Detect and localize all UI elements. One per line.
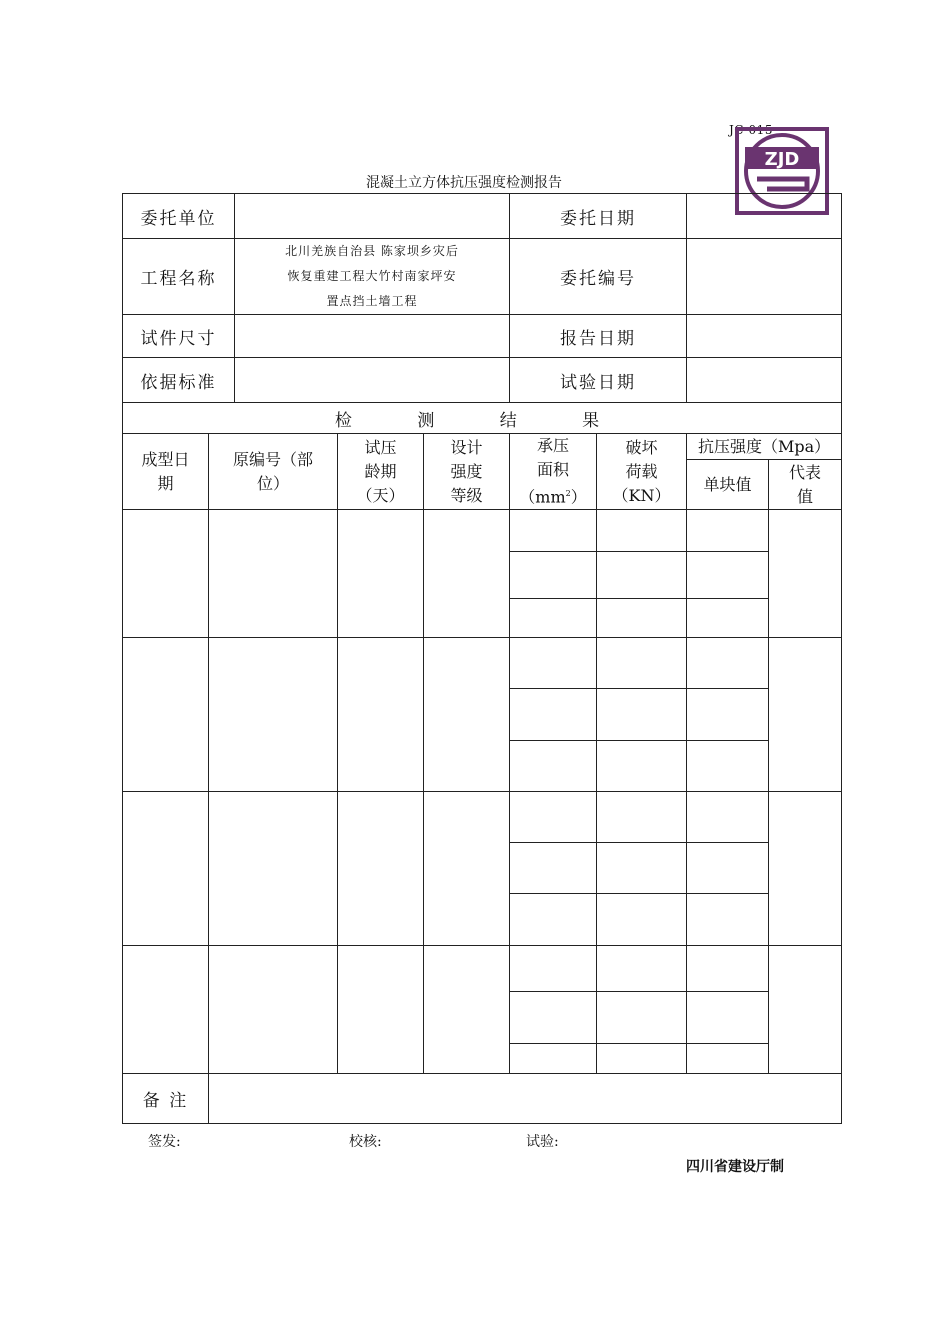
cell-single-value[interactable] <box>687 689 769 741</box>
cell-representative-value[interactable] <box>769 638 842 792</box>
test-date-value[interactable] <box>687 358 842 403</box>
cell-representative-value[interactable] <box>769 510 842 638</box>
header-molding-date: 成型日 期 <box>123 434 209 510</box>
remarks-label: 备 注 <box>123 1074 209 1124</box>
commission-date-value[interactable] <box>687 194 842 239</box>
cell-bearing-area[interactable] <box>510 946 597 992</box>
issuer-name: 四川省建设厅制 <box>686 1159 784 1175</box>
row-standard <box>123 358 842 403</box>
report-table <box>122 193 842 1124</box>
cell-failure-load[interactable] <box>597 894 687 946</box>
cell-single-value[interactable] <box>687 638 769 689</box>
cell-original-number[interactable] <box>209 792 338 946</box>
row-remarks <box>123 1074 842 1124</box>
cell-failure-load[interactable] <box>597 843 687 894</box>
cell-design-grade[interactable] <box>424 510 510 638</box>
cell-design-grade[interactable] <box>424 792 510 946</box>
cell-test-age[interactable] <box>338 792 424 946</box>
cell-bearing-area[interactable] <box>510 992 597 1044</box>
row-project <box>123 239 842 315</box>
project-value[interactable] <box>235 239 510 315</box>
row-section-title <box>123 403 842 434</box>
cell-original-number[interactable] <box>209 638 338 792</box>
cell-failure-load[interactable] <box>597 599 687 638</box>
cell-design-grade[interactable] <box>424 946 510 1074</box>
remarks-value[interactable] <box>209 1074 842 1124</box>
cell-failure-load[interactable] <box>597 552 687 599</box>
cell-bearing-area[interactable] <box>510 792 597 843</box>
cell-failure-load[interactable] <box>597 689 687 741</box>
cell-bearing-area[interactable] <box>510 689 597 741</box>
cell-bearing-area[interactable] <box>510 510 597 552</box>
report-date-value[interactable] <box>687 315 842 358</box>
cell-single-value[interactable] <box>687 843 769 894</box>
cell-failure-load[interactable] <box>597 946 687 992</box>
row-size <box>123 315 842 358</box>
table-row <box>123 638 842 689</box>
tested-by-label: 试验: <box>526 1134 559 1150</box>
cell-bearing-area[interactable] <box>510 843 597 894</box>
commission-number-label: 委托编号 <box>510 239 687 315</box>
specimen-size-label: 试件尺寸 <box>123 315 235 358</box>
project-line-3: 置点挡土墙工程 <box>326 294 418 308</box>
project-line-2: 恢复重建工程大竹村南家坪安 <box>287 269 457 283</box>
cell-single-value[interactable] <box>687 894 769 946</box>
client-value[interactable] <box>235 194 510 239</box>
cell-single-value[interactable] <box>687 1044 769 1074</box>
test-date-label: 试验日期 <box>510 358 687 403</box>
cell-molding-date[interactable] <box>123 638 209 792</box>
cell-design-grade[interactable] <box>424 638 510 792</box>
row-client <box>123 194 842 239</box>
cell-test-age[interactable] <box>338 510 424 638</box>
project-label: 工程名称 <box>123 239 235 315</box>
cell-bearing-area[interactable] <box>510 599 597 638</box>
cell-failure-load[interactable] <box>597 792 687 843</box>
cell-single-value[interactable] <box>687 741 769 792</box>
checked-by-label: 校核: <box>349 1134 382 1150</box>
logo-text: ZJD <box>764 149 800 170</box>
cell-single-value[interactable] <box>687 992 769 1044</box>
cell-failure-load[interactable] <box>597 638 687 689</box>
header-failure-load: 破坏 荷载 （KN） <box>597 434 687 510</box>
row-header-1 <box>123 434 842 460</box>
cell-representative-value[interactable] <box>769 792 842 946</box>
cell-failure-load[interactable] <box>597 1044 687 1074</box>
cell-bearing-area[interactable] <box>510 741 597 792</box>
results-section-title: 检 测 结 果 <box>123 403 842 434</box>
header-test-age: 试压 龄期 （天） <box>338 434 424 510</box>
cell-bearing-area[interactable] <box>510 1044 597 1074</box>
table-row <box>123 510 842 552</box>
cell-failure-load[interactable] <box>597 741 687 792</box>
commission-date-label: 委托日期 <box>510 194 687 239</box>
cell-failure-load[interactable] <box>597 992 687 1044</box>
standard-value[interactable] <box>235 358 510 403</box>
cell-molding-date[interactable] <box>123 792 209 946</box>
cell-test-age[interactable] <box>338 638 424 792</box>
cell-molding-date[interactable] <box>123 510 209 638</box>
header-bearing-area: 承压 面积 $(mm^2)$ <box>510 434 597 510</box>
cell-bearing-area[interactable] <box>510 552 597 599</box>
header-design-grade: 设计 强度 等级 <box>424 434 510 510</box>
cell-single-value[interactable] <box>687 510 769 552</box>
form-code: JC-015 <box>729 123 773 137</box>
cell-failure-load[interactable] <box>597 510 687 552</box>
cell-single-value[interactable] <box>687 552 769 599</box>
cell-original-number[interactable] <box>209 946 338 1074</box>
commission-number-value[interactable] <box>687 239 842 315</box>
cell-single-value[interactable] <box>687 599 769 638</box>
cell-single-value[interactable] <box>687 946 769 992</box>
standard-label: 依据标准 <box>123 358 235 403</box>
cell-bearing-area[interactable] <box>510 638 597 689</box>
header-compressive-strength: 抗压强度（Mpa） <box>687 434 842 460</box>
issued-by-label: 签发: <box>148 1134 181 1150</box>
project-line-1: 北川羌族自治县 陈家坝乡灾后 <box>285 244 459 258</box>
cell-molding-date[interactable] <box>123 946 209 1074</box>
document-title: 混凝土立方体抗压强度检测报告 <box>366 175 562 191</box>
client-label: 委托单位 <box>123 194 235 239</box>
cell-original-number[interactable] <box>209 510 338 638</box>
cell-test-age[interactable] <box>338 946 424 1074</box>
table-row <box>123 792 842 843</box>
report-date-label: 报告日期 <box>510 315 687 358</box>
header-single-value: 单块值 <box>687 460 769 510</box>
cell-representative-value[interactable] <box>769 946 842 1074</box>
specimen-size-value[interactable] <box>235 315 510 358</box>
cell-single-value[interactable] <box>687 792 769 843</box>
header-representative-value: 代表 值 <box>769 460 842 510</box>
table-row <box>123 946 842 992</box>
header-original-number: 原编号（部 位） <box>209 434 338 510</box>
cell-bearing-area[interactable] <box>510 894 597 946</box>
